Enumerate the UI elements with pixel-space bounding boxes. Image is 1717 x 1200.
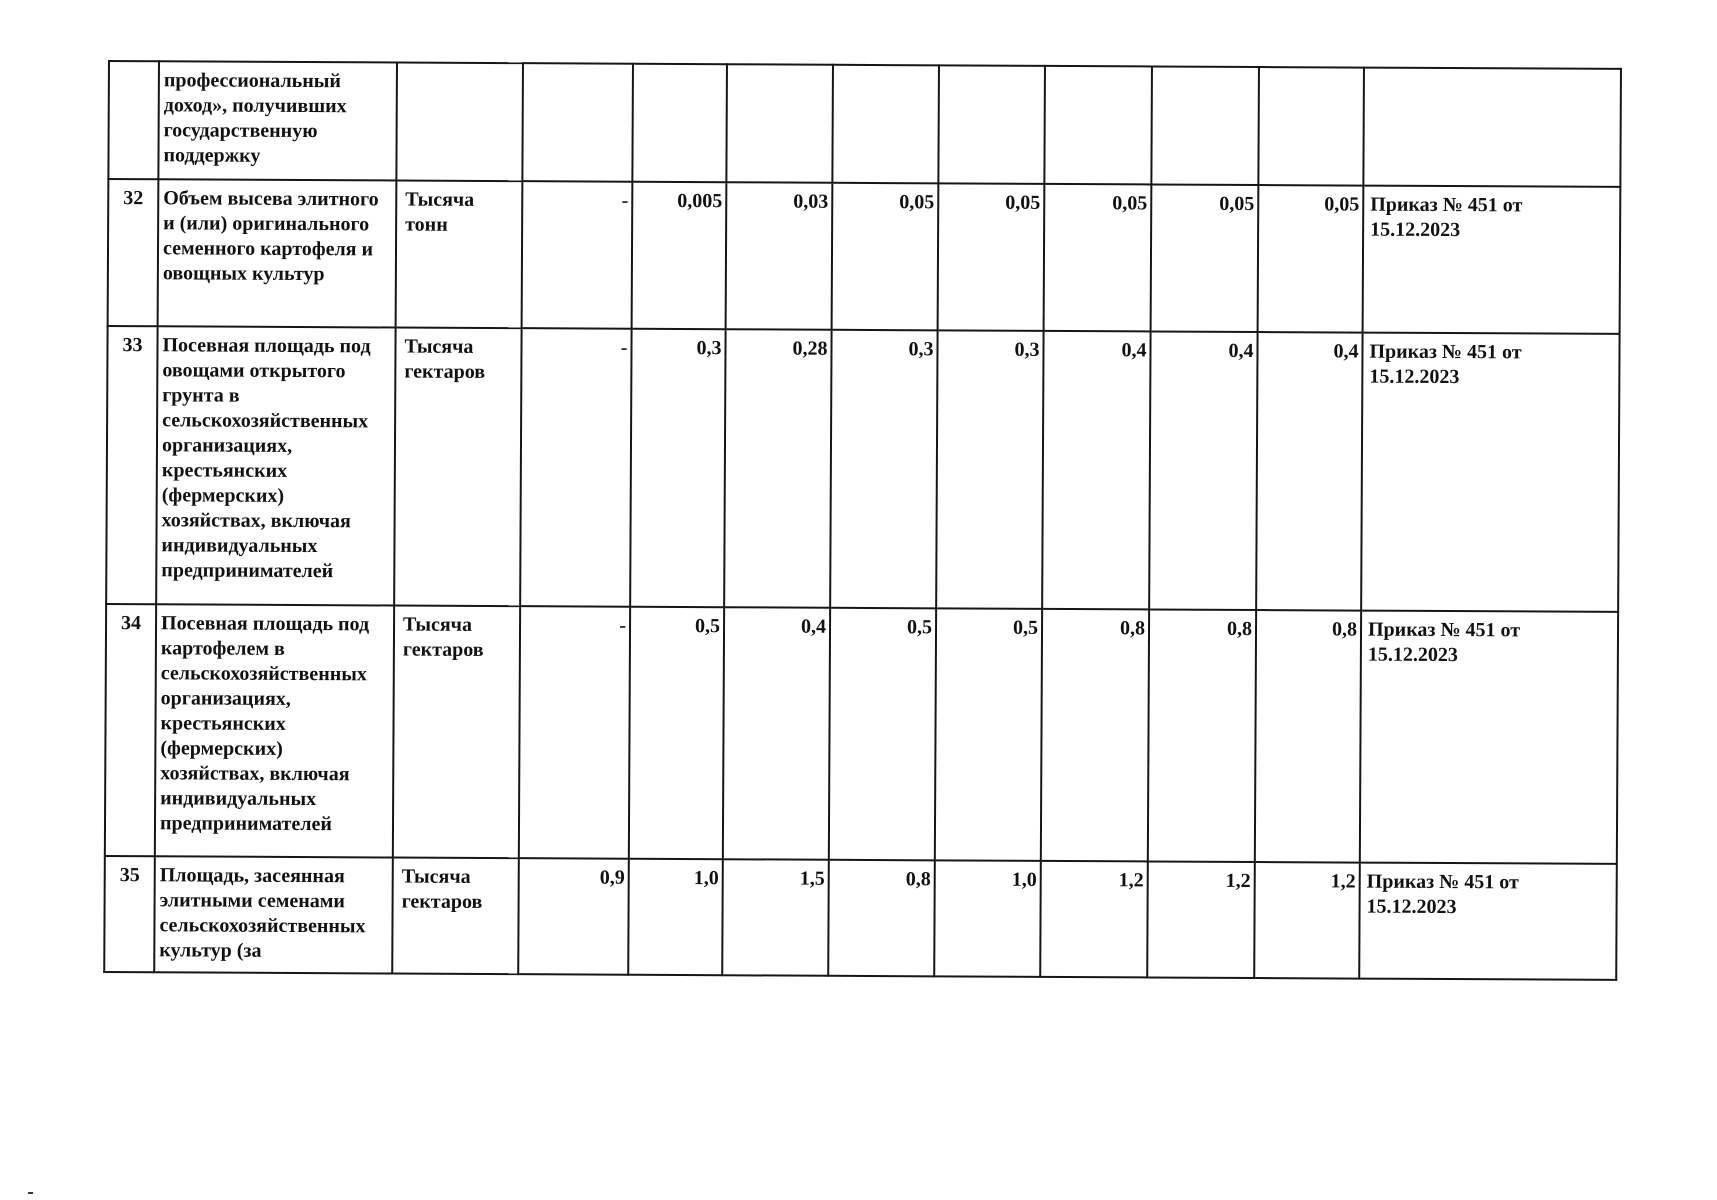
source-cell: Приказ № 451 от 15.12.2023	[1360, 611, 1618, 864]
unit-cell	[396, 63, 523, 182]
source-cell: Приказ № 451 от 15.12.2023	[1361, 333, 1619, 612]
value-cell: 0,005	[632, 182, 727, 329]
value-cell: 0,8	[1041, 609, 1149, 862]
source-cell: Приказ № 451 от 15.12.2023	[1359, 863, 1617, 980]
value-cell: 0,3	[830, 330, 937, 609]
value-cell: 0,8	[1255, 610, 1361, 863]
row-number-cell	[108, 61, 159, 179]
row-number-cell: 33	[106, 326, 157, 604]
table-row	[104, 856, 1617, 980]
value-cell	[726, 64, 833, 183]
value-cell	[1044, 66, 1152, 185]
value-cell	[522, 63, 633, 182]
value-cell: 1,2	[1040, 861, 1148, 978]
value-cell: 0,8	[1148, 609, 1256, 862]
value-cell	[832, 65, 939, 184]
unit-cell: Тысяча тонн	[396, 181, 523, 329]
value-cell: 0,5	[829, 608, 936, 861]
unit-cell: Тысяча гектаров	[394, 328, 521, 607]
unit-cell: Тысяча гектаров	[393, 606, 520, 859]
value-cell: 0,4	[723, 607, 830, 860]
row-number-cell: 34	[105, 604, 156, 856]
row-number-cell: 32	[108, 179, 159, 326]
value-cell	[632, 64, 727, 182]
value-cell: 0,28	[724, 329, 831, 608]
indicator-cell: Объем высева элитного и (или) оригинального семенного картофеля и овощных культур	[158, 179, 397, 327]
value-cell: 0,03	[726, 182, 833, 330]
value-cell: 0,9	[518, 858, 629, 975]
indicator-cell: Площадь, засеянная элитными семенами сельскохозяйственных культур (за	[154, 856, 393, 973]
value-cell: 1,0	[628, 859, 723, 975]
indicator-cell: Посевная площадь под картофелем в сельскохозяйственных организациях, крестьянских (фермерских) хозяйствах, включая индивидуальных предпринимателей	[155, 604, 394, 857]
value-cell: 0,05	[1044, 184, 1152, 332]
row-number-cell: 35	[104, 856, 155, 972]
value-cell: 1,5	[722, 859, 829, 976]
unit-cell: Тысяча гектаров	[392, 858, 519, 975]
value-cell: 0,3	[630, 329, 725, 607]
value-cell: -	[520, 328, 631, 607]
value-cell: 1,2	[1147, 861, 1255, 978]
indicators-table	[103, 60, 1622, 981]
scan-speck	[28, 1192, 33, 1194]
value-cell: 0,8	[828, 860, 935, 977]
value-cell: 0,4	[1149, 331, 1257, 610]
value-cell: 0,5	[935, 608, 1042, 861]
value-cell: 0,4	[1042, 331, 1150, 610]
value-cell: 0,05	[938, 183, 1045, 331]
indicator-cell: Посевная площадь под овощами открытого грунта в сельскохозяйственных организациях, крестьянских (фермерских) хозяйствах, включая индивидуальных предпринимателей	[156, 326, 395, 605]
value-cell: -	[519, 606, 630, 859]
value-cell: -	[522, 181, 633, 329]
value-cell: 0,05	[832, 183, 939, 331]
value-cell	[1258, 67, 1364, 186]
value-cell	[938, 65, 1045, 184]
value-cell: 1,2	[1254, 862, 1360, 979]
source-cell: Приказ № 451 от 15.12.2023	[1363, 186, 1621, 334]
value-cell: 0,05	[1258, 185, 1364, 333]
source-cell	[1363, 68, 1621, 187]
table-row	[106, 326, 1619, 612]
table-row	[108, 179, 1621, 334]
indicator-cell: профессиональный доход», получивших государственную поддержку	[158, 61, 397, 180]
table-row	[108, 61, 1621, 187]
value-cell	[1151, 66, 1259, 185]
value-cell: 1,0	[934, 860, 1041, 977]
value-cell: 0,3	[936, 330, 1043, 609]
value-cell: 0,05	[1151, 184, 1259, 332]
value-cell: 0,5	[629, 607, 724, 859]
table-row	[105, 604, 1618, 864]
value-cell: 0,4	[1256, 332, 1362, 611]
